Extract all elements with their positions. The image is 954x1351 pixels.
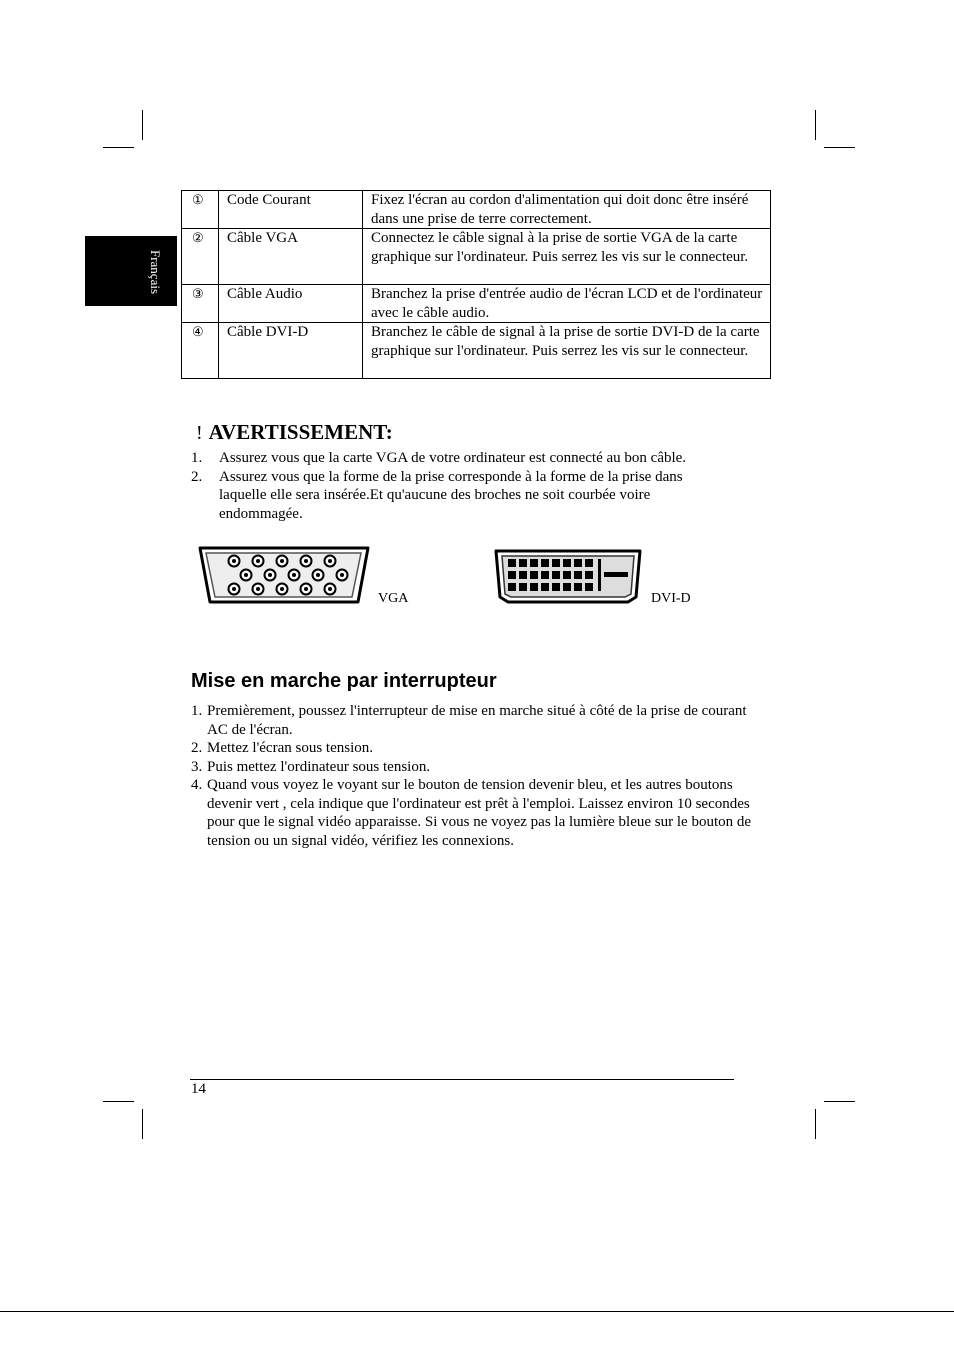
list-number: 3. (191, 758, 203, 775)
list-number: 1. (191, 450, 203, 466)
crop-mark (824, 147, 855, 148)
list-number: 2. (191, 468, 203, 485)
dvi-label: DVI-D (651, 591, 691, 606)
warning-heading (196, 420, 393, 445)
row-number: ④ (182, 323, 219, 379)
list-item (191, 776, 765, 850)
footer-rule (190, 1079, 734, 1080)
list-number: 4. (191, 777, 203, 793)
list-item (191, 449, 731, 468)
crop-mark (815, 110, 816, 140)
table-row (182, 323, 771, 379)
cable-description: Branchez la prise d'entrée audio de l'écran LCD et de l'ordinateur avec le câble audio. (363, 285, 771, 323)
list-number: 2. (191, 740, 203, 756)
cable-name: Câble VGA (219, 229, 363, 285)
table-row (182, 229, 771, 285)
crop-mark (824, 1101, 855, 1102)
crop-mark (103, 1101, 134, 1102)
crop-mark (142, 110, 143, 140)
cable-table (181, 190, 771, 379)
list-text: Quand vous voyez le voyant sur le bouton de tension devenir bleu, et les autres boutons devenir vert , cela indique que l'ordinateur est prêt à l'emploi. Laissez environ 10 secondes pour que le signal vidéo apparaisse. Si vous ne voyez pas la lumière bleue sur le bouton de tension ou un signal vidéo, vérifiez les connexions. (207, 777, 752, 849)
cable-description: Connectez le câble signal à la prise de sortie VGA de la carte graphique sur l'ordinateur. Puis serrez les vis sur le connecteur. (363, 229, 771, 285)
warning-title: AVERTISSEMENT: (208, 420, 393, 444)
dvi-connector-icon (492, 547, 644, 605)
cable-name: Câble DVI-D (219, 323, 363, 379)
cable-description: Fixez l'écran au cordon d'alimentation qui doit donc être inséré dans une prise de terre correctement. (363, 191, 771, 229)
vga-label: VGA (378, 591, 409, 606)
list-item (191, 739, 765, 758)
section-title: Mise en marche par interrupteur (191, 670, 497, 692)
row-number: ② (182, 229, 219, 285)
list-item (191, 702, 765, 739)
warning-list (191, 449, 731, 523)
list-item (191, 758, 765, 777)
crop-mark (142, 1109, 143, 1139)
cable-name: Câble Audio (219, 285, 363, 323)
table-row (182, 285, 771, 323)
cable-description: Branchez le câble de signal à la prise de sortie DVI-D de la carte graphique sur l'ordinateur. Puis serrez les vis sur le connecteur. (363, 323, 771, 379)
list-text: Premièrement, poussez l'interrupteur de mise en marche situé à côté de la prise de courant AC de l'écran. (207, 703, 747, 738)
language-tab (85, 236, 177, 306)
list-text: Puis mettez l'ordinateur sous tension. (207, 758, 431, 775)
language-tab-label: Français (148, 249, 163, 295)
list-text: Assurez vous que la carte VGA de votre ordinateur est connecté au bon câble. (219, 450, 687, 466)
crop-mark (815, 1109, 816, 1139)
row-number: ③ (182, 285, 219, 323)
cable-name: Code Courant (219, 191, 363, 229)
list-item (191, 468, 731, 524)
warning-icon: ! (196, 422, 203, 444)
vga-connector-icon (196, 544, 372, 606)
page-number: 14 (191, 1081, 206, 1097)
table-row (182, 191, 771, 229)
list-text: Mettez l'écran sous tension. (207, 740, 373, 756)
crop-mark (103, 147, 134, 148)
row-number: ① (182, 191, 219, 229)
list-number: 1. (191, 703, 203, 719)
list-text: Assurez vous que la forme de la prise corresponde à la forme de la prise dans laquelle elle sera insérée.Et qu'aucune des broches ne soit courbée voire endommagée. (219, 468, 683, 522)
page-edge-rule (0, 1311, 954, 1312)
power-steps-list (191, 702, 765, 850)
